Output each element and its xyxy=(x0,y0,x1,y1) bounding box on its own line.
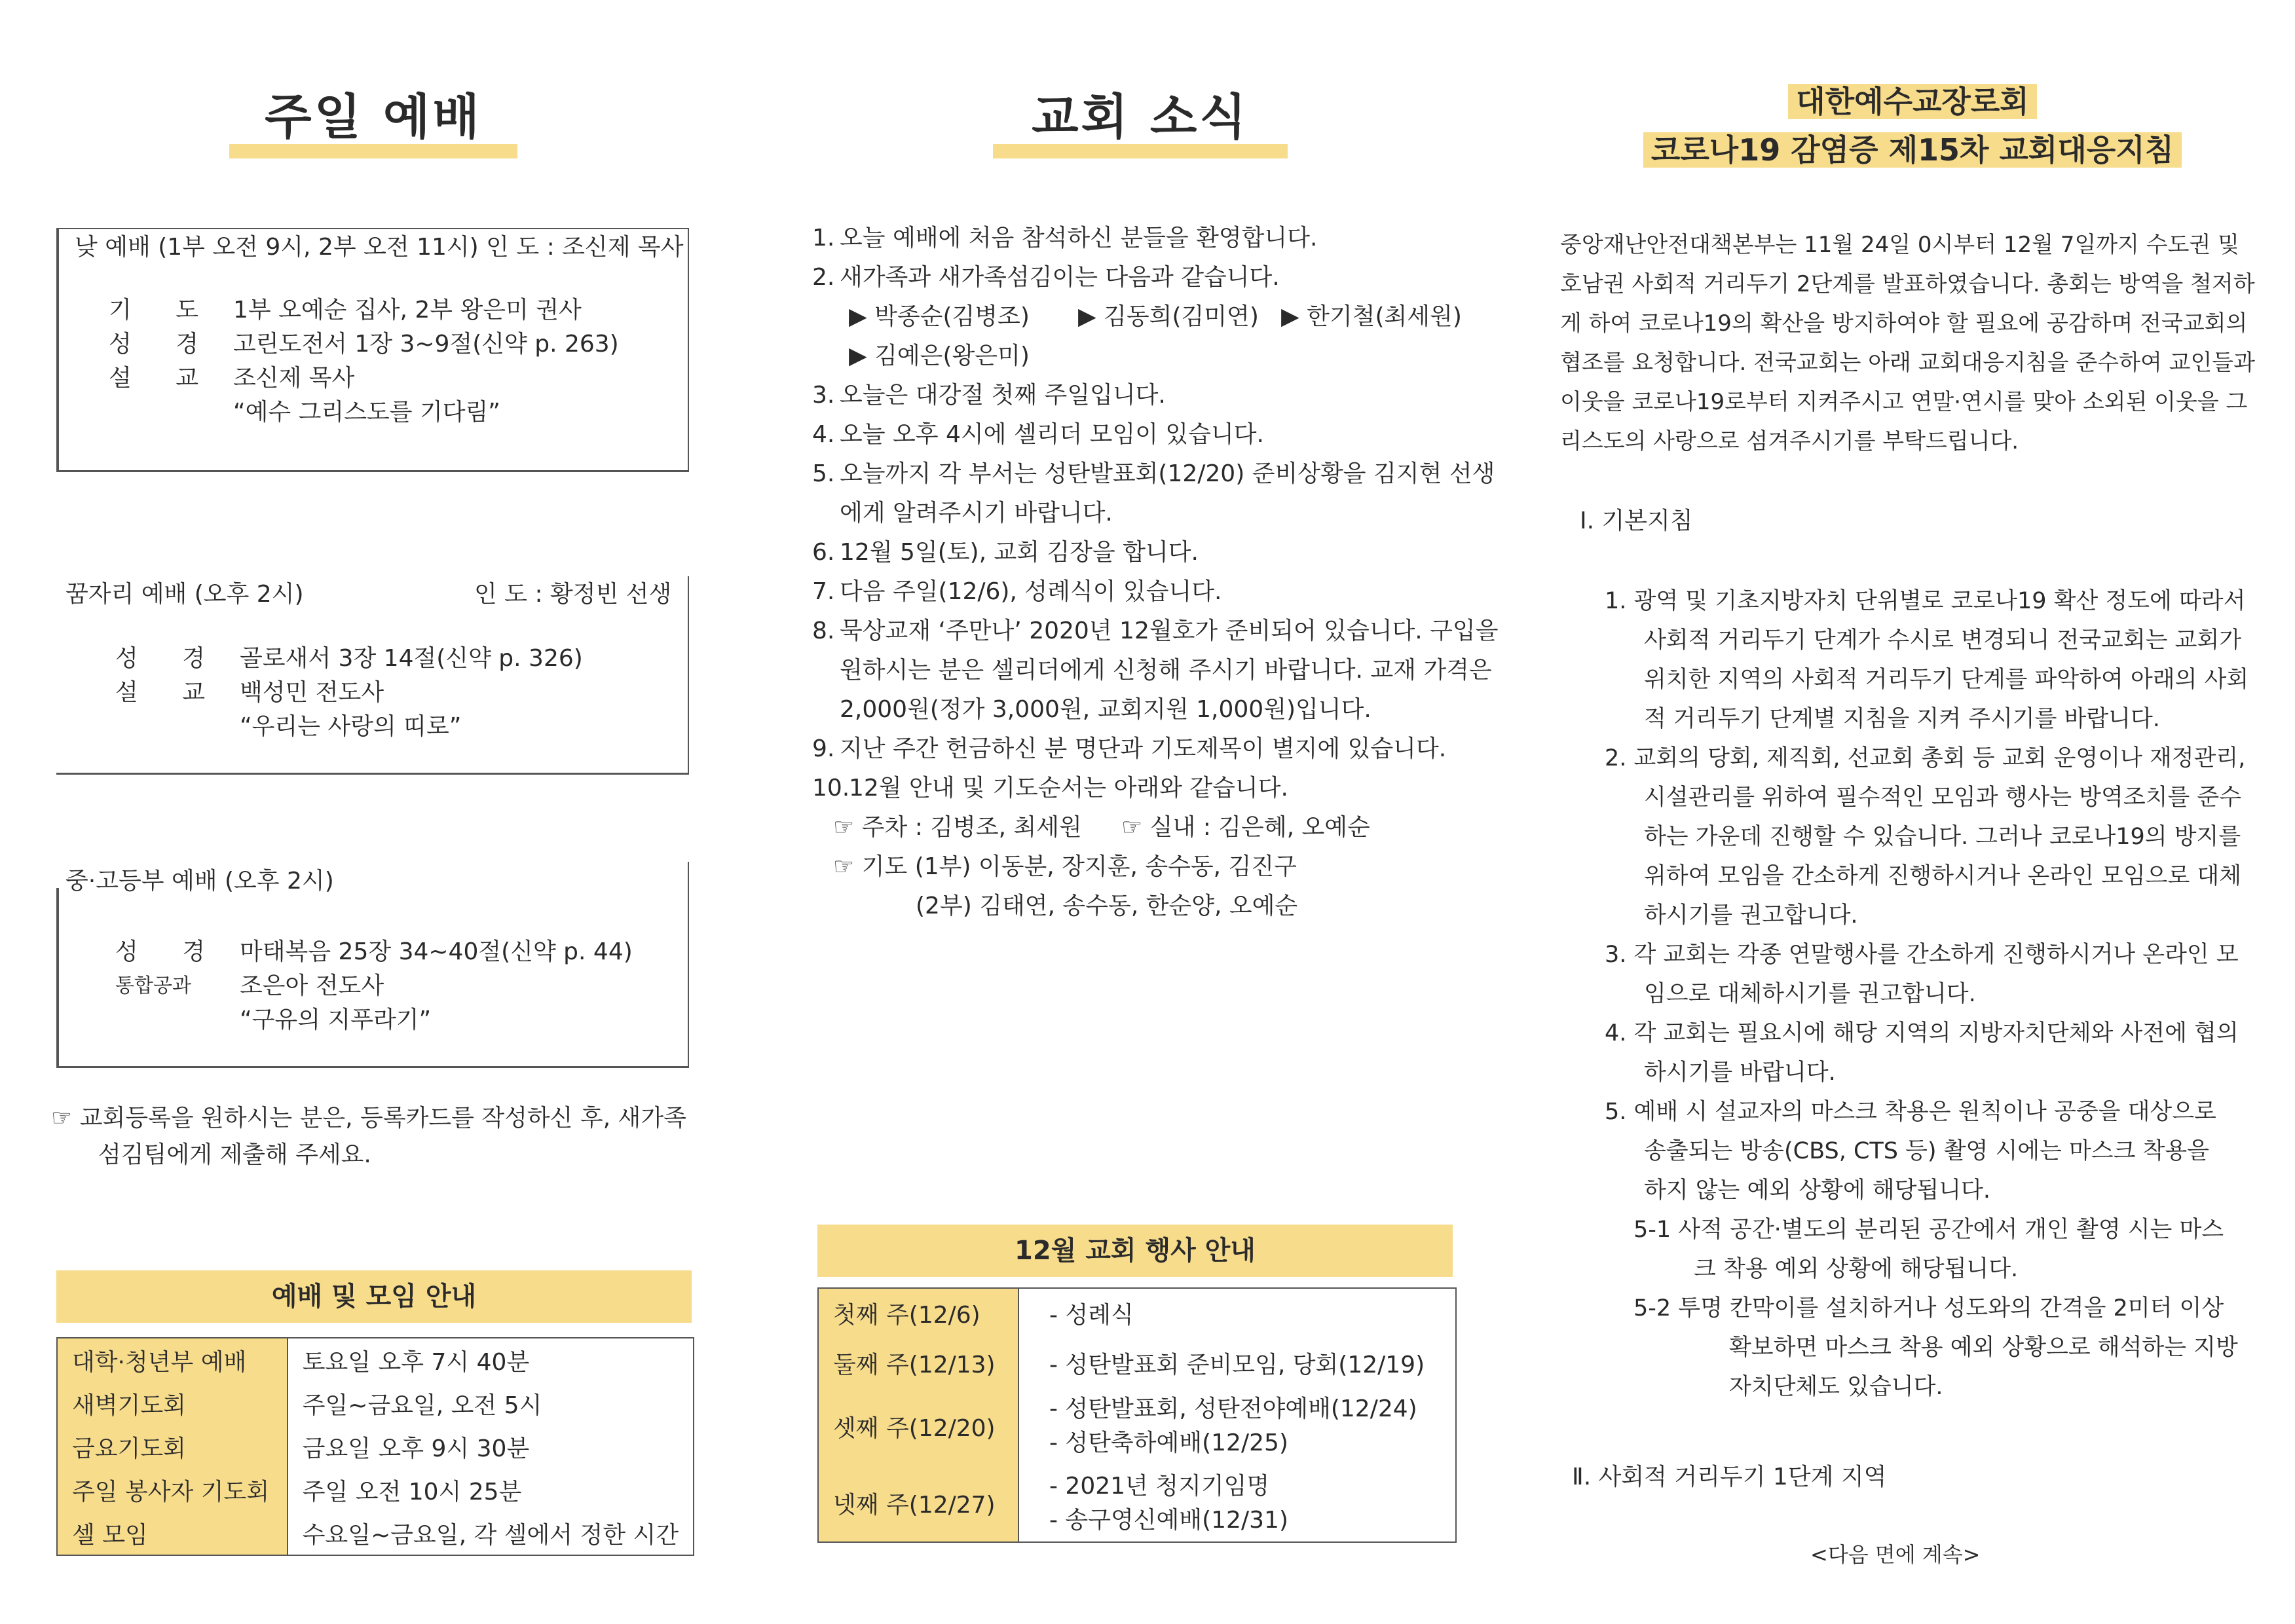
prayer-line-2: (2부) 김태연, 송수동, 한순양, 오예순 xyxy=(916,893,1298,919)
section-1-heading: Ⅰ. 기본지침 xyxy=(1580,507,1693,534)
list-item: 5. 오늘까지 각 부서는 성탄발표회(12/20) 준비상황을 김지현 선생 xyxy=(812,460,1495,487)
table-row: 셋째 주(12/20) - 성탄발표회, 성탄전야예배(12/24) - 성탄축하예배(12/25) xyxy=(818,1388,1456,1465)
list-item: 에게 알려주시기 바랍니다. xyxy=(840,500,1113,526)
row-label: 성 경 xyxy=(115,938,223,965)
table-row: 주일 봉사자 기도회 주일 오전 10시 25분 xyxy=(57,1468,694,1511)
row-label: 설 교 xyxy=(115,679,223,706)
table-row: 금요기도회 금요일 오후 9시 30분 xyxy=(57,1425,694,1468)
row-label: 통합공과 xyxy=(115,974,191,997)
kids-worship-rows xyxy=(115,642,583,744)
row-label: 설 교 xyxy=(109,365,217,392)
list-item: 8. 묵상교재 ‘주만나’ 2020년 12월호가 준비되어 있습니다. 구입을 xyxy=(812,618,1499,644)
prayer-line-1: ☞ 기도 (1부) 이동분, 장지훈, 송수동, 김진구 xyxy=(833,853,1297,880)
list-item: 10.12월 안내 및 기도순서는 아래와 같습니다. xyxy=(812,775,1288,802)
row-value: 백성민 전도사 xyxy=(240,679,384,706)
sermon-title: “예수 그리스도를 기다림” xyxy=(233,399,500,426)
table-row: 둘째 주(12/13) - 성탄발표회 준비모임, 당회(12/19) xyxy=(818,1338,1456,1388)
table-row: 첫째 주(12/6) - 성례식 xyxy=(818,1288,1456,1338)
table-row: 넷째 주(12/27) - 2021년 청지기임명 - 송구영신예배(12/31) xyxy=(818,1465,1456,1542)
table-row: 대학·청년부 예배 토요일 오후 7시 40분 xyxy=(57,1338,694,1382)
list-item: 1. 오늘 예배에 처음 참석하신 분들을 환영합니다. xyxy=(812,225,1318,251)
row-value: 마태복음 25장 34~40절(신약 p. 44) xyxy=(240,938,633,965)
covid-intro: 중앙재난안전대책본부는 11월 24일 0시부터 12월 7일까지 수도권 및 호남권 사회적 거리두기 2단계를 발표하였습니다. 총회는 방역을 철저하 게 하여 코로나19의 확산을 방지하여야 할 필요에 공감하며 전국교회의 협조를 요청합니다. 전국교회는 아래 교회대응지침을 준수하여 교인들과 이웃을 코로나19로부터 지켜주시고 연말·연시를 맞아 소외된 이웃을 그 리스도의 사랑으로 섬겨주시기를 부탁드립니다. xyxy=(1560,232,2255,454)
list-item: 3. 오늘은 대강절 첫째 주일입니다. xyxy=(812,382,1166,409)
news-list xyxy=(812,219,1499,926)
kids-worship-leader: 인 도 : 황정빈 선생 xyxy=(474,581,672,608)
events-banner: 12월 교회 행사 안내 xyxy=(817,1225,1453,1277)
day-worship-rows xyxy=(109,293,619,430)
sermon-title: “구유의 지푸라기” xyxy=(240,1006,432,1033)
new-families: ▶ 박종순(김병조) ▶ 김동희(김미연) ▶ 한기철(최세원) xyxy=(849,303,1462,330)
row-value: 조신제 목사 xyxy=(233,365,355,392)
list-item: 6. 12월 5일(토), 교회 김장을 합니다. xyxy=(812,539,1199,566)
row-value: 골로새서 3장 14절(신약 p. 326) xyxy=(240,645,583,672)
list-item: 2. 새가족과 새가족섬김이는 다음과 같습니다. xyxy=(812,264,1280,291)
row-value: 조은아 전도사 xyxy=(240,972,384,999)
table-row: 새벽기도회 주일~금요일, 오전 5시 xyxy=(57,1382,694,1425)
schedule-table xyxy=(56,1337,694,1556)
covid-title: 대한예수교장로회 코로나19 감염증 제15차 교회대응지침 xyxy=(1585,77,2240,174)
day-worship-header: 낮 예배 (1부 오전 9시, 2부 오전 11시) 인 도 : 조신제 목사 xyxy=(75,234,684,261)
list-item: 원하시는 분은 셀리더에게 신청해 주시기 바랍니다. 교재 가격은 xyxy=(840,657,1492,684)
list-item: 2,000원(정가 3,000원, 교회지원 1,000원)입니다. xyxy=(840,696,1371,723)
youth-worship-rows xyxy=(115,935,633,1037)
sermon-title: “우리는 사랑의 띠로” xyxy=(240,713,462,740)
list-item: 7. 다음 주일(12/6), 성례식이 있습니다. xyxy=(812,578,1222,605)
section-2-heading: Ⅱ. 사회적 거리두기 1단계 지역 xyxy=(1572,1464,1887,1490)
youth-worship-header: 중·고등부 예배 (오후 2시) xyxy=(65,868,334,895)
news-title: 교회 소식 xyxy=(993,79,1288,158)
kids-worship-header: 꿈자리 예배 (오후 2시) xyxy=(65,581,304,608)
registration-note: ☞ 교회등록을 원하시는 분은, 등록카드를 작성하신 후, 새가족 섬김팀에게 제출해 주세요. xyxy=(51,1105,686,1168)
row-value: 1부 오예순 집사, 2부 왕은미 권사 xyxy=(233,297,582,323)
row-label: 성 경 xyxy=(109,331,217,358)
row-label: 기 도 xyxy=(109,297,217,323)
duty-line: ☞ 주차 : 김병조, 최세원 ☞ 실내 : 김은혜, 오예순 xyxy=(833,814,1370,841)
worship-title: 주일 예배 xyxy=(229,79,517,158)
new-families-2: ▶ 김예은(왕은미) xyxy=(849,342,1030,369)
guideline-list: 1. 광역 및 기초지방자치 단위별로 코로나19 확산 정도에 따라서 사회적 거리두기 단계가 수시로 변경되니 전국교회는 교회가 위치한 지역의 사회적 거리두기 단계를 파악하여 아래의 사회 적 거리두기 단계별 지침을 지켜 주시기를 바랍니다. 2. 교회의 당회, 제직회, 선교회 총회 등 교회 운영이나 재정관리, 시설관리를 위하여 필수적인 모임과 행사는 방역조치를 준수 하는 가운데 진행할 수 있습니다. 그러나 코로나19의 방지를 위하여 모임을 간소하게 진행하시거나 온라인 모임으로 대체 하시기를 권고합니다. 3. 각 교회는 각종 연말행사를 간소하게 진행하시거나 온라인 모 임으로 대체하시기를 권고합니다. 4. 각 교회는 필요시에 해당 지역의 지방자치단체와 사전에 협의 하시기를 바랍니다. 5. 예배 시 설교자의 마스크 착용은 원칙이나 공중을 대상으로 송출되는 방송(CBS, CTS 등) 촬영 시에는 마스크 착용을 하지 않는 예외 상황에 해당됩니다. 5-1 사적 공간·별도의 분리된 공간에서 개인 촬영 시는 마스 크 착용 예외 상황에 해당됩니다. 5-2 투명 칸막이를 설치하거나 성도와의 간격을 2미터 이상 확보하면 마스크 착용 예외 상황으로 해석하는 지방 자치단체도 있습니다. xyxy=(1605,588,2249,1400)
list-item: 4. 오늘 오후 4시에 셀리더 모임이 있습니다. xyxy=(812,421,1264,448)
row-value: 고린도전서 1장 3~9절(신약 p. 263) xyxy=(233,331,619,358)
table-row: 셀 모임 수요일~금요일, 각 셀에서 정한 시간 xyxy=(57,1511,694,1555)
events-table xyxy=(817,1287,1457,1543)
continued-note: <다음 면에 계속> xyxy=(1810,1542,1981,1567)
row-label: 성 경 xyxy=(115,645,223,672)
list-item: 9. 지난 주간 헌금하신 분 명단과 기도제목이 별지에 있습니다. xyxy=(812,735,1447,762)
schedule-banner: 예배 및 모임 안내 xyxy=(56,1270,692,1323)
